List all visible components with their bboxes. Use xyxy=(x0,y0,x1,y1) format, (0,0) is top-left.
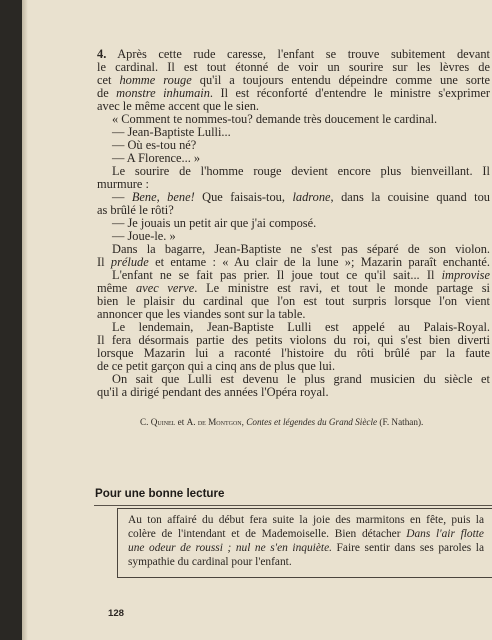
text-line: — Où es-tou né? xyxy=(112,138,197,152)
text-line: — A Florence... » xyxy=(112,151,201,165)
heading-rule xyxy=(94,505,492,506)
page-number: 128 xyxy=(108,608,125,619)
text-line: le cardinal. Il est tout étonné de voir un sourire sur les lèvres de xyxy=(97,60,490,74)
text-line: avec le même accent que le sien. xyxy=(97,99,260,113)
source-citation: C. Quinel et A. de Montgon, Contes et légendes du Grand Siècle (F. Nathan). xyxy=(140,417,424,427)
text-line: bien le plaisir du cardinal que l'on est tout surpris lorsque l'on vient xyxy=(97,294,490,308)
text-line: — Joue-le. » xyxy=(112,229,176,243)
box-text-line: une odeur de roussi ; nul ne s'en inquiète. Faire sentir dans ses paroles la xyxy=(128,542,484,554)
text-line: lorsque Mazarin lui a raconté l'histoire du rôti brûlé par la faute xyxy=(97,346,490,360)
text-line: de ce petit garçon qui a cinq ans de plus que lui. xyxy=(97,359,336,373)
text-line: murmure : xyxy=(97,177,149,191)
text-line: Dans la bagarre, Jean-Baptiste ne s'est pas séparé de son violon. xyxy=(112,242,490,256)
text-line: Le sourire de l'homme rouge devient encore plus bienveillant. Il xyxy=(112,164,490,178)
box-heading: Pour une bonne lecture xyxy=(95,487,225,500)
box-text-line: Au ton affairé du début fera suite la joie des marmitons en fête, puis la xyxy=(128,514,484,526)
paragraph-number: 4. xyxy=(97,47,107,61)
box-text-line: colère de l'intendant et de Mademoiselle. Bien détacher Dans l'air flotte xyxy=(128,528,484,540)
text-line: — Jean-Baptiste Lulli... xyxy=(112,125,231,139)
box-text-line: sympathie du cardinal pour l'enfant. xyxy=(128,556,292,568)
text-line: as brûlé le rôti? xyxy=(97,203,174,217)
text-line: qu'il a dirigé pendant des années l'Opéra royal. xyxy=(97,385,329,399)
text-line: « Comment te nommes-tou? demande très doucement le cardinal. xyxy=(112,112,438,126)
text-line: L'enfant ne se fait pas prier. Il joue tout ce qu'il sait... Il improvise xyxy=(112,268,490,282)
book-page xyxy=(22,0,492,640)
text-line: Le lendemain, Jean-Baptiste Lulli est appelé au Palais-Royal. xyxy=(112,320,490,334)
reading-advice-box xyxy=(117,508,492,578)
text-line: même avec verve. Le ministre est ravi, et tout le monde partage si xyxy=(97,281,490,295)
text-line: de monstre inhumain. Il est réconforté d'entendre le ministre s'exprimer xyxy=(97,86,490,100)
text-line: — Bene, bene! Que faisais-tou, ladrone, dans la couisine quand tou xyxy=(112,190,490,204)
text-line: Il fera désormais partie des petits violons du roi, qui s'est bien diverti xyxy=(97,333,490,347)
text-line: — Je jouais un petit air que j'ai composé. xyxy=(112,216,317,230)
text-line: cet homme rouge qu'il a toujours entendu dépeindre comme une sorte xyxy=(97,73,491,87)
text-line: annoncer que les viandes sont sur la table. xyxy=(97,307,306,321)
text-line: On sait que Lulli est devenu le plus grand musicien du siècle et xyxy=(112,372,490,386)
text-line: Il prélude et entame : « Au clair de la lune »; Mazarin paraît enchanté. xyxy=(97,255,491,269)
text-line: 4. Après cette rude caresse, l'enfant se trouve subitement devant xyxy=(97,47,490,61)
